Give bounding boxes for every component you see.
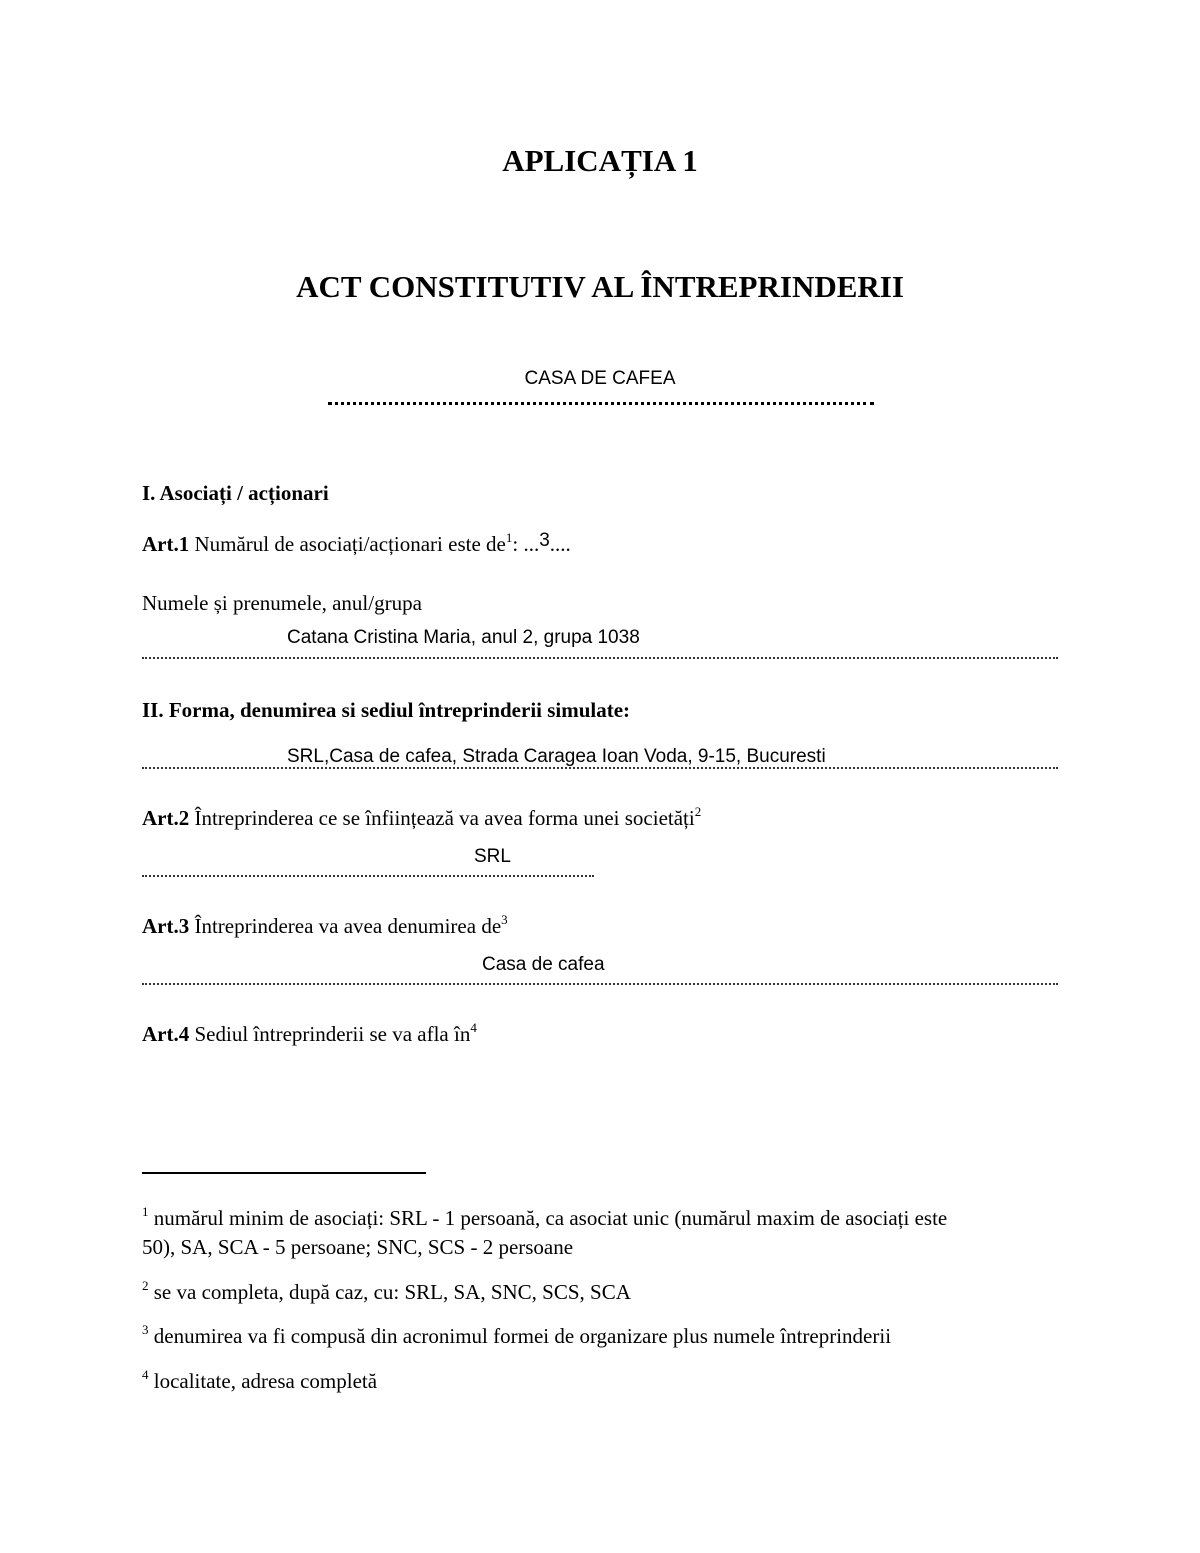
footnote-3: $^3$ denumirea va fi compusă din acronimul formei de organizare plus numele întreprinderii <box>142 1322 892 1348</box>
art-3-fill: Casa de cafea <box>482 954 605 975</box>
art-1: Art.1 Numărul de asociați/acționari este $de^1$: ...3.... <box>142 530 571 556</box>
names-fill: Catana Cristina Maria, anul 2, grupa 1038 <box>287 627 640 648</box>
address-fill: SRL,Casa de cafea, Strada Caragea Ioan Voda, 9-15, Bucuresti <box>287 746 826 767</box>
art-1-text: Numărul de asociați/acționari este de <box>189 532 506 556</box>
footnote-separator <box>142 1172 426 1174</box>
section-1-heading: I. Asociați / acționari <box>142 481 329 505</box>
art-2-dotted-line <box>142 875 594 877</box>
names-dotted-line <box>142 657 1058 659</box>
address-dotted-line <box>142 767 1058 769</box>
footnote-ref-4: 4 <box>470 1020 477 1035</box>
document-subtitle: ACT CONSTITUTIV AL ÎNTREPRINDERII <box>296 269 904 304</box>
footnote-1-line-2: 50), SA, SCA - 5 persoane; SNC, SCS - 2 persoane <box>142 1235 574 1259</box>
footnote-2: $^2$ se va completa, după caz, cu: SRL, SA, SNC, SCS, SCA <box>142 1278 631 1304</box>
art-4-text: Sediul întreprinderii se va afla în <box>189 1022 471 1046</box>
art-3-text: Întreprinderea va avea denumirea de <box>189 914 502 938</box>
art-4-label: Art.4 <box>142 1022 190 1046</box>
section-2-heading: II. Forma, denumirea si sediul întreprinderii simulate: <box>142 698 631 722</box>
art-1-value: 3 <box>539 530 550 551</box>
footnote-4: $^4$ localitate, adresa completă <box>142 1367 378 1393</box>
art-3-label: Art.3 <box>142 914 190 938</box>
names-label: Numele și prenumele, anul/grupa <box>142 591 422 615</box>
footnote-ref-2: 2 <box>694 804 702 819</box>
footnote-ref-3: 3 <box>501 912 508 927</box>
art-2-text: Întreprinderea ce se înființează va avea forma unei societăți <box>189 806 695 830</box>
art-4 <box>142 1022 477 1047</box>
art-2-fill: SRL <box>474 846 511 867</box>
art-1-label: Art.1 <box>142 532 190 556</box>
art-3-dotted-line <box>142 983 1058 985</box>
footnote-1: $^1$ numărul minim de asociați: SRL - 1 persoană, ca asociat unic (numărul maxim de asociați este <box>142 1204 948 1230</box>
art-2 <box>142 806 701 831</box>
art-2-label: Art.2 <box>142 806 190 830</box>
company-name-dotted-line <box>328 402 874 405</box>
company-name-fill: CASA DE CAFEA <box>524 368 676 389</box>
document-title: APLICAȚIA 1 <box>502 143 698 178</box>
art-3 <box>142 914 508 939</box>
footnote-ref-1: 1 <box>505 530 513 545</box>
